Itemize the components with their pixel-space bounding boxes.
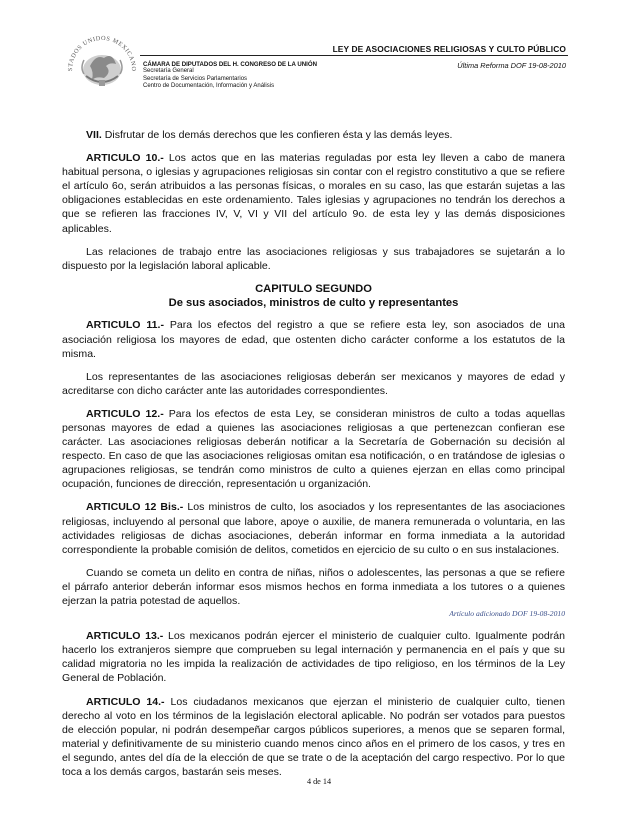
page-number: 4 de 14 <box>306 777 332 786</box>
chapter-subtitle: De sus asociados, ministros de culto y representantes <box>168 297 459 310</box>
article-12-bis-paragraph-2: Cuando se cometa un delito en contra de niñas, niños o adolescentes, las personas a que se refiere el párrafo anterior deberán informar esos mismos hechos en forma inmediata a los tutores o a quienes ejerzan la patria potestad de aquellos. <box>62 566 565 608</box>
org-documentation-center: Centro de Documentación, Información y Análisis <box>143 83 275 90</box>
article-text: Los mexicanos podrán ejercer el ministerio de cualquier culto. Igualmente podrán hacerlo los extranjeros siempre que comprueben su legal internación y permanencia en el país y que su calidad migratoria no les impida la realización de actividades de tipo religioso, en los términos de la Ley General de Población. <box>62 630 565 685</box>
org-name: CÁMARA DE DIPUTADOS DEL H. CONGRESO DE LA UNIÓN <box>143 61 318 68</box>
article-14 <box>62 695 565 780</box>
chapter-title: CAPITULO SEGUNDO <box>255 282 372 295</box>
article-11 <box>62 318 565 360</box>
article-11-paragraph-2: Los representantes de las asociaciones religiosas deberán ser mexicanos y mayores de edad y acreditarse con dicho carácter ante las autoridades correspondientes. <box>62 370 565 397</box>
header-divider <box>140 55 568 56</box>
article-label: ARTICULO 12 Bis.- <box>86 501 184 514</box>
last-reform-date: Última Reforma DOF 19-08-2010 <box>457 61 566 70</box>
article-10-paragraph-2: Las relaciones de trabajo entre las asociaciones religiosas y sus trabajadores se sujetarán a lo dispuesto por la legislación laboral aplicable. <box>62 245 565 272</box>
svg-text:ESTADOS UNIDOS MEXICANOS: STADOS UNIDOS MEXICANO <box>66 34 138 72</box>
article-text: Para los efectos del registro a que se refiere esta ley, son asociados de una asociación religiosa los mayores de edad, que ostenten dicho carácter conforme a los estatutos de la misma. <box>62 319 565 360</box>
article-text: Los ciudadanos mexicanos que ejerzan el ministerio de cualquier culto, tienen derecho al voto en los términos de la legislación electoral aplicable. No podrán ser votados para puestos de elección popular, ni podrán desempeñar cargos públicos superiores, a menos que se separen formal, material y definitivamente de su ministerio cuando menos cinco años en el primero de los casos, y tres en el segundo, antes del día de la elección de que se trate o de la aceptación del cargo respectivo. Por lo que toca a los demás cargos, bastarán seis meses. <box>62 695 565 778</box>
article-10 <box>62 151 565 236</box>
article-12-bis <box>62 500 565 556</box>
article-label: ARTICULO 11.- <box>86 319 164 332</box>
article-label: ARTICULO 10.- <box>86 152 164 165</box>
article-label: ARTICULO 12.- <box>86 407 164 420</box>
fraction-label: VII. <box>86 129 102 141</box>
article-label: ARTICULO 13.- <box>86 630 164 643</box>
mexican-coat-of-arms-icon <box>66 30 138 96</box>
article-text: Los actos que en las materias reguladas por esta ley lleven a cabo de manera habitual persona, o iglesias y agrupaciones religiosas sin contar con el registro constitutivo a que se refiere el artículo 6o, serán atribuidos a las personas físicas, o morales en su caso, las que estarán sujetas a las obligaciones establecidas en este ordenamiento. Tales iglesias y agrupaciones no tendrán los derechos a que se refieren las fracciones IV, V, VI y VII del artículo 9o. de esta ley y las demás disposiciones aplicables. <box>62 152 565 235</box>
amendment-note: Artículo adicionado DOF 19-08-2010 <box>449 609 565 619</box>
org-services: Secretaría de Servicios Parlamentarios <box>143 75 248 82</box>
org-secretariat: Secretaría General <box>143 68 194 75</box>
article-text: Los ministros de culto, los asociados y los representantes de las asociaciones religiosas, incluyendo al personal que labore, apoye o auxilie, de manera remunerada o voluntaria, en las actividades religiosas de dichas asociaciones, deberán informar en forma inmediata a la autoridad correspondiente la probable comisión de delitos, cometidos en ejercicio de su culto o en sus instalaciones. <box>62 501 566 556</box>
article-12 <box>62 407 565 492</box>
document-title: LEY DE ASOCIACIONES RELIGIOSAS Y CULTO PÚBLICO <box>332 44 566 54</box>
article-label: ARTICULO 14.- <box>86 695 165 708</box>
issuing-organization <box>143 61 317 91</box>
document-body <box>62 128 565 788</box>
article-text: Para los efectos de esta Ley, se consideran ministros de culto a todas aquellas personas mayores de edad a quienes las asociaciones religiosas a que pertenezcan confieran ese carácter. Las asociaciones religiosas deberán notificar a la Secretaría de Gobernación su decisión al respecto. En caso de que las asociaciones religiosas omitan esa notificación, o en tratándose de iglesias o agrupaciones religiosas, se tendrán como ministros de culto a quienes ejerzan en ellas como principal ocupación, funciones de dirección, representación u organización. <box>62 407 565 491</box>
fraction-vii <box>62 128 565 142</box>
chapter-heading <box>62 282 565 311</box>
fraction-text: Disfrutar de los demás derechos que les confieren ésta y las demás leyes. <box>101 129 453 141</box>
article-13 <box>62 629 565 685</box>
